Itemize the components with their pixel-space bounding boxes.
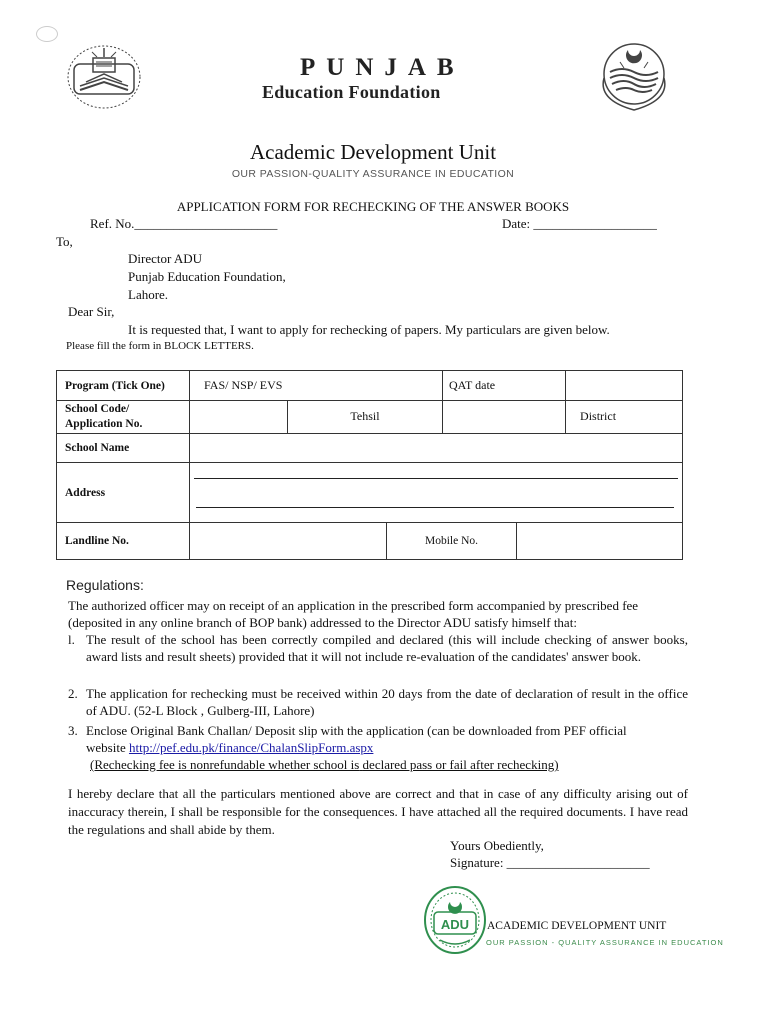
regulation-2-number: 2. bbox=[68, 686, 78, 701]
fee-note-part-a: (Rechecking fee is nonrefundable whether school is bbox=[90, 757, 360, 772]
date-field[interactable]: Date: ___________________ bbox=[502, 216, 657, 231]
program-label: Program (Tick One) bbox=[57, 371, 190, 401]
school-code-label bbox=[57, 401, 190, 434]
form-title: APPLICATION FORM FOR RECHECKING OF THE ANSWER BOOKS bbox=[176, 199, 570, 214]
addressee-line-3: Lahore. bbox=[128, 287, 169, 302]
fee-note bbox=[90, 756, 559, 773]
school-code-text: School Code/ bbox=[65, 403, 130, 415]
signature-field[interactable]: Signature: ______________________ bbox=[450, 855, 650, 870]
regulation-2-text: The application for rechecking must be received within 20 days from the date of declaration of result in the office of ADU. (52-L Block , Gulberg-III, Lahore) bbox=[86, 686, 688, 718]
tehsil-label: Tehsil bbox=[288, 401, 443, 434]
to-label: To, bbox=[56, 234, 73, 249]
addressee-line-1: Director ADU bbox=[128, 251, 203, 266]
address-field[interactable] bbox=[190, 463, 683, 523]
block-letters-note: Please fill the form in BLOCK LETTERS. bbox=[66, 340, 254, 352]
challan-slip-link[interactable]: http://pef.edu.pk/finance/ChalanSlipForm.aspx bbox=[128, 740, 374, 755]
request-text: It is requested that, I want to apply for rechecking of papers. My particulars are given below. bbox=[128, 322, 610, 337]
regulation-3-website bbox=[86, 739, 373, 756]
qat-date-field[interactable] bbox=[566, 371, 683, 401]
application-no-text: Application No. bbox=[65, 418, 143, 430]
regulation-3-text: Enclose Original Bank Challan/ Deposit slip with the application (can be downloaded from PEF official bbox=[86, 723, 627, 738]
landline-label: Landline No. bbox=[57, 523, 190, 560]
qat-date-label: QAT date bbox=[443, 371, 566, 401]
particulars-table bbox=[56, 370, 683, 560]
address-label: Address bbox=[57, 463, 190, 523]
mobile-field[interactable] bbox=[517, 523, 683, 560]
brand-title: PUNJAB bbox=[300, 54, 465, 81]
district-label: District bbox=[566, 401, 683, 434]
regulation-1-number: l. bbox=[68, 632, 75, 647]
school-code-field[interactable] bbox=[190, 401, 288, 434]
fee-note-part-b: declared pass or fail after rechecking) bbox=[362, 757, 559, 772]
yours-obediently: Yours Obediently, bbox=[450, 838, 544, 853]
addressee-line-2: Punjab Education Foundation, bbox=[128, 269, 286, 284]
regulations-intro-2: (deposited in any online branch of BOP bank) addressed to the Director ADU satisfy himself that: bbox=[68, 615, 577, 630]
salutation: Dear Sir, bbox=[68, 304, 115, 319]
punch-hole-mark bbox=[36, 26, 58, 42]
regulations-intro-1: The authorized officer may on receipt of an application in the prescribed form accompanied by prescribed fee bbox=[68, 598, 639, 613]
regulation-1-text: The result of the school has been correctly compiled and declared (this will include checking of answer books, award lists and result sheets) provided that it will not include re-evaluation of the candidates' answer book. bbox=[86, 632, 688, 664]
footer-unit-name: ACADEMIC DEVELOPMENT UNIT bbox=[487, 920, 667, 932]
unit-tagline: OUR PASSION-QUALITY ASSURANCE IN EDUCATION bbox=[231, 168, 515, 180]
school-name-label: School Name bbox=[57, 434, 190, 463]
brand-subtitle: Education Foundation bbox=[262, 82, 441, 102]
footer-tagline: OUR PASSION - QUALITY ASSURANCE IN EDUCATION bbox=[486, 938, 724, 947]
tehsil-field[interactable] bbox=[443, 401, 566, 434]
school-name-field[interactable] bbox=[190, 434, 683, 463]
adu-logo-text: ADU bbox=[440, 917, 470, 932]
landline-field[interactable] bbox=[190, 523, 387, 560]
punjab-emblem-logo bbox=[594, 38, 674, 119]
declaration-text: I hereby declare that all the particulars mentioned above are correct and that in case of any difficulty arising out of inaccuracy therein, I shall be responsible for the consequences. I have attached all the required documents. I have read the regulations and shall abide by them. bbox=[68, 786, 688, 837]
unit-title: Academic Development Unit bbox=[249, 140, 497, 164]
program-options[interactable]: FAS/ NSP/ EVS bbox=[190, 371, 443, 401]
adu-logo bbox=[422, 884, 488, 961]
regulations-heading: Regulations: bbox=[66, 577, 144, 593]
mobile-label: Mobile No. bbox=[387, 523, 517, 560]
website-label: website bbox=[86, 740, 126, 755]
ref-no-field[interactable]: Ref. No.______________________ bbox=[90, 216, 278, 231]
regulation-3-number: 3. bbox=[68, 723, 78, 738]
pef-book-logo bbox=[66, 44, 142, 115]
